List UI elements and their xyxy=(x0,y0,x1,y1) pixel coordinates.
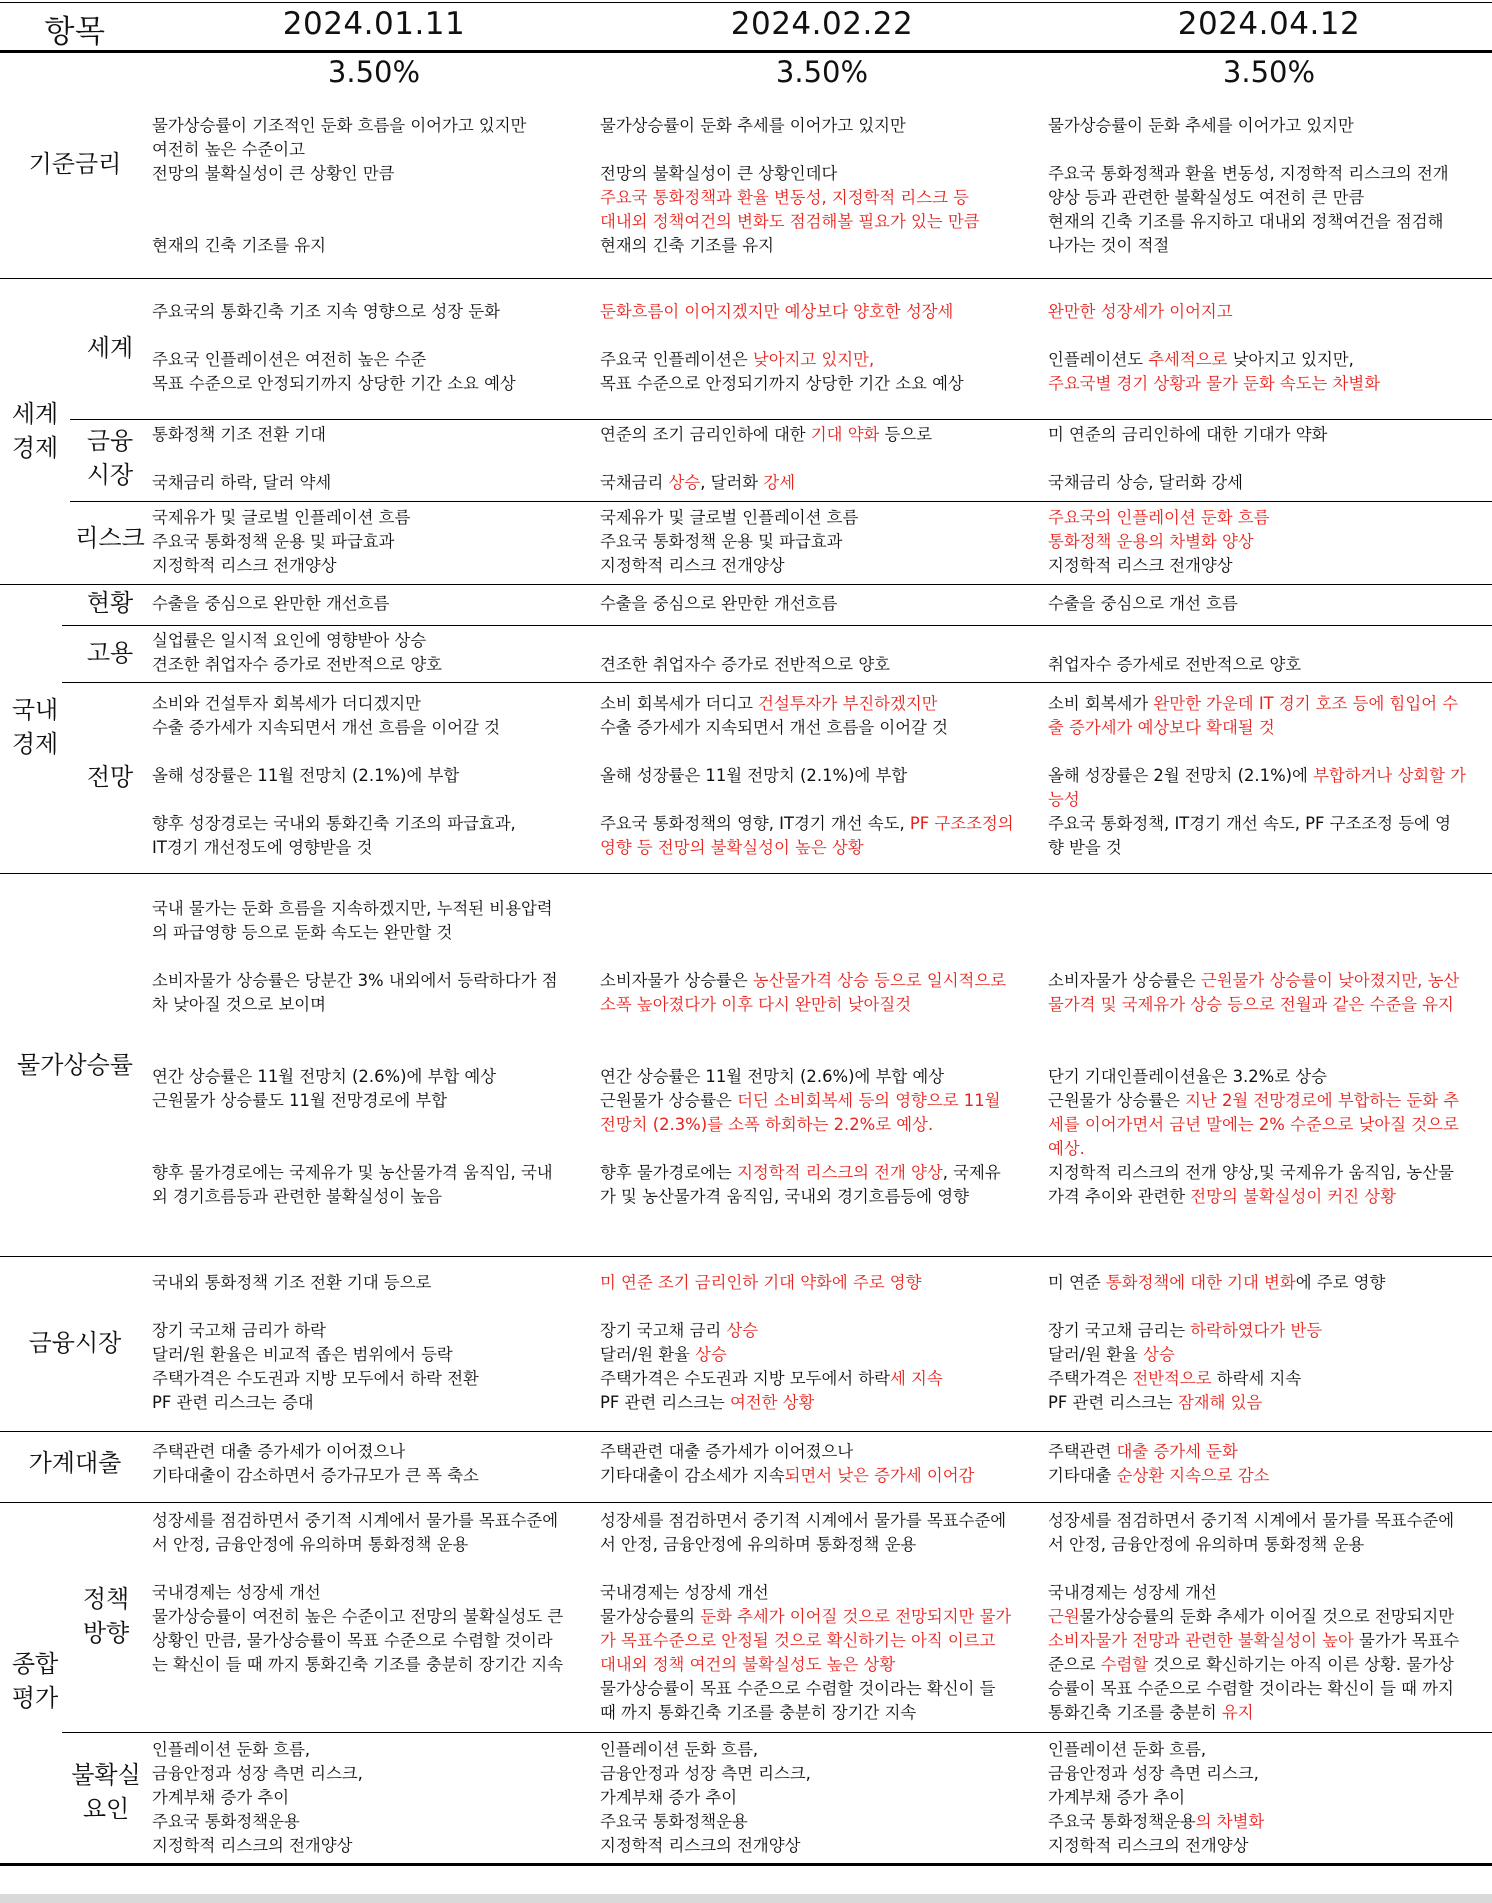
body-text: 국내 물가는 둔화 흐름을 지속하겠지만, 누적된 비용압력 의 파급영향 등으로 둔화 속도는 완만할 것 소비자물가 상승률은 당분간 3% 내외에서 등락하다가 점 차 낮아질 것으로 보이며 연간 상승률은 11월 전망치 (2.6%)에 부합 예상 근원물가 상승률도 11월 전망경로에 부합 향후 물가경로에는 국제유가 및 농산물가격 움직임, 국내 외 경기흐름등과 관련한 불확실성이 높음 xyxy=(152,899,558,1206)
body-text: 주요국 인플레이션은 xyxy=(600,350,748,369)
divider-financial-market xyxy=(0,1431,1492,1432)
domestic-employment-col-3 xyxy=(1048,629,1488,677)
domestic-outlook-col-2 xyxy=(600,692,1040,860)
divider-domestic-employment xyxy=(62,682,1492,683)
highlighted-text: 주요국별 경기 상황과 물가 둔화 속도는 차별화 xyxy=(1048,374,1381,393)
body-text: 수출을 중심으로 개선 흐름 xyxy=(1048,594,1238,613)
domestic-outlook-col-3 xyxy=(1048,692,1488,860)
bottom-border xyxy=(0,1863,1492,1866)
world-risk-col-3 xyxy=(1048,506,1488,578)
body-text: 물가상승률이 둔화 추세를 이어가고 있지만 주요국 통화정책과 환율 변동성, 지정학적 리스크의 전개 양상 등과 관련한 불확실성도 여전히 큰 만큼 현재의 긴축 기조를 유지하고 대내외 정책여건을 점검해 나가는 것이 적절 xyxy=(1048,116,1449,255)
highlighted-text: 미 연준 조기 금리인하 기대 약화에 주로 영향 xyxy=(600,1273,922,1292)
body-text: 물가상승률이 둔화 추세를 이어가고 있지만 전망의 불확실성이 큰 상황인데다 xyxy=(600,116,906,183)
header-item-label: 항목 xyxy=(44,14,106,50)
highlighted-text: 하락하였다가 반등 xyxy=(1190,1321,1323,1340)
highlighted-text: 부합하거나 상회할 가 능성 xyxy=(1048,766,1466,809)
section-label-world-economy: 세계 경제 xyxy=(11,400,59,462)
domestic-outlook-col-1 xyxy=(152,692,592,860)
sub-label-uncertainty: 불확실 요인 xyxy=(71,1761,141,1823)
body-text: 기타대출 xyxy=(1048,1466,1112,1485)
highlighted-text: 상승 xyxy=(668,473,701,492)
highlighted-text: 되면서 낮은 증가세 이어감 xyxy=(784,1466,975,1485)
policy-direction-col-2 xyxy=(600,1509,1040,1725)
body-text: 지정학적 리스크의 전개양상 xyxy=(1048,1836,1249,1855)
divider-world-finance xyxy=(70,501,1492,502)
body-text: 장기 국고채 금리 xyxy=(600,1321,722,1340)
body-text: 주택관련 xyxy=(1048,1442,1117,1461)
highlighted-text: 주요국의 인플레이션 둔화 흐름 통화정책 운용의 차별화 양상 xyxy=(1048,508,1270,551)
body-text: 향후 물가경로에는 xyxy=(600,1163,732,1182)
body-text: 인플레이션 둔화 흐름, 금융안정과 성장 측면 리스크, 가계부채 증가 추이 주요국 통화정책운용 지정학적 리스크의 전개양상 xyxy=(152,1740,363,1855)
household-loans-col-2 xyxy=(600,1440,1040,1488)
body-text: 통화정책 기조 전환 기대 국채금리 하락, 달러 약세 xyxy=(152,425,332,492)
section-label-financial-market: 금융시장 xyxy=(28,1329,122,1357)
domestic-status-col-2 xyxy=(600,592,1040,616)
domestic-status-col-1 xyxy=(152,592,592,616)
body-text: 목표 수준으로 안정되기까지 상당한 기간 소요 예상 xyxy=(600,374,964,393)
inflation-col-3 xyxy=(1048,897,1488,1209)
body-text: 수출을 중심으로 완만한 개선흐름 xyxy=(600,594,838,613)
body-text: 주택가격은 xyxy=(1048,1369,1128,1388)
highlighted-text: 지난 2월 전망경로에 부합하는 둔화 추 세를 이어가면서 금년 말에는 2% 수준으로 낮아질 것으로 예상. xyxy=(1048,1091,1460,1158)
highlighted-text: PF 구조조정의 영향 등 전망의 불확실성이 높은 상황 xyxy=(600,814,1014,857)
financial-market-col-3 xyxy=(1048,1271,1488,1415)
divider-world-economy xyxy=(0,584,1492,585)
divider-world xyxy=(70,419,1492,420)
highlighted-text: 둔화흐름이 이어지겠지만 예상보다 양호한 성장세 xyxy=(600,302,954,321)
highlighted-text: 근원 xyxy=(1048,1607,1080,1626)
body-text: 국제유가 및 글로벌 인플레이션 흐름 주요국 통화정책 운용 및 파급효과 지정학적 리스크 전개양상 xyxy=(152,508,411,575)
body-text: , 국제유 가 및 농산물가격 움직임, 국내외 경기흐름등에 영향 xyxy=(600,1163,1001,1206)
inflation-col-1 xyxy=(152,897,592,1209)
household-loans-col-3 xyxy=(1048,1440,1488,1488)
page-footer-bar xyxy=(0,1894,1492,1903)
highlighted-text: 대출 증가세 둔화 xyxy=(1116,1442,1238,1461)
world-col-1 xyxy=(152,300,592,396)
world-finance-col-1 xyxy=(152,423,592,495)
body-text: 주요국의 통화긴축 기조 지속 영향으로 성장 둔화 주요국 인플레이션은 여전히 높은 수준 목표 수준으로 안정되기까지 상당한 기간 소요 예상 xyxy=(152,302,516,393)
body-text: 미 연준 xyxy=(1048,1273,1106,1292)
highlighted-text: 상승 xyxy=(695,1345,727,1364)
divider-base-rate xyxy=(0,278,1492,279)
household-loans-col-1 xyxy=(152,1440,592,1488)
base-rate-col-3 xyxy=(1048,114,1488,258)
body-text: 하락세 지속 PF 관련 리스크는 xyxy=(1048,1369,1302,1412)
divider-household-loans xyxy=(0,1502,1492,1503)
body-text: 주택관련 대출 증가세가 이어졌으나 기타대출이 감소하면서 증가규모가 큰 폭 축소 xyxy=(152,1442,479,1485)
sub-label-outlook: 전망 xyxy=(86,763,134,791)
highlighted-text: 추세적으로 xyxy=(1148,350,1228,369)
body-text: 연준의 조기 금리인하에 대한 xyxy=(600,425,811,444)
uncertainty-col-1 xyxy=(152,1738,592,1858)
body-text: 소비 회복세가 더디고 xyxy=(600,694,759,713)
sub-label-policy-direction: 정책 방향 xyxy=(82,1585,130,1647)
body-text: 수출 증가세가 지속되면서 개선 흐름을 이어갈 것 올해 성장률은 11월 전망치 (2.1%)에 부합 주요국 통화정책의 영향, IT경기 개선 속도, xyxy=(600,718,948,833)
section-label-overall: 종합 평가 xyxy=(11,1650,59,1712)
body-text: 지정학적 리스크 전개양상 xyxy=(1048,556,1233,575)
body-text: 연간 상승률은 11월 전망치 (2.6%)에 부합 예상 근원물가 상승률은 xyxy=(600,1067,945,1110)
world-col-3 xyxy=(1048,300,1488,396)
highlighted-text: 여전한 상황 xyxy=(729,1393,815,1412)
world-col-2 xyxy=(600,300,1040,396)
top-border xyxy=(0,2,1492,3)
highlighted-text: 기대 약화 xyxy=(810,425,880,444)
base-rate-value-2: 3.50% xyxy=(775,55,869,89)
divider-domestic-status xyxy=(62,625,1492,626)
highlighted-text: 완만한 가운데 IT 경기 호조 등에 힘입어 수 출 증가세가 예상보다 확대될 것 xyxy=(1048,694,1459,737)
body-text: 성장세를 점검하면서 중기적 시계에서 물가를 목표수준에 서 안정, 금융안정에 유의하며 통화정책 운용 국내경제는 성장세 개선 물가상승률의 xyxy=(600,1511,1007,1626)
body-text: 것으로 확신하기는 아직 이른 상황. 물가상 승률이 목표 수준으로 수렴할 것이라는 확신이 들 때 까지 통화긴축 기조를 충분히 xyxy=(1048,1655,1454,1722)
body-text: 달러/원 환율 xyxy=(600,1345,690,1364)
body-text: 에 주로 영향 장기 국고채 금리는 xyxy=(1048,1273,1386,1340)
section-label-domestic-economy: 국내 경제 xyxy=(11,696,59,758)
highlighted-text: 강세 xyxy=(763,473,796,492)
highlighted-text: 소비자물가 전망과 관련한 불확실성이 높아 xyxy=(1048,1631,1354,1650)
body-text: 현재의 긴축 기조를 유지 xyxy=(600,236,774,255)
body-text: 소비 회복세가 xyxy=(1048,694,1154,713)
section-label-base-rate: 기준금리 xyxy=(28,150,122,178)
body-text: 견조한 취업자수 증가로 전반적으로 양호 xyxy=(600,655,891,674)
body-text: 물가상승률의 둔화 추세가 이어질 것으로 전망되지만 xyxy=(1079,1607,1455,1626)
body-text: 올해 성장률은 2월 전망치 (2.1%)에 xyxy=(1048,766,1308,785)
body-text: 인플레이션 둔화 흐름, 금융안정과 성장 측면 리스크, 가계부채 증가 추이 주요국 통화정책운용 지정학적 리스크의 전개양상 xyxy=(600,1740,811,1855)
header-date-1: 2024.01.11 xyxy=(282,6,466,42)
world-risk-col-2 xyxy=(600,506,1040,578)
financial-market-col-1 xyxy=(152,1271,592,1415)
domestic-employment-col-1 xyxy=(152,629,592,677)
inflation-col-2 xyxy=(600,897,1040,1209)
body-text: 성장세를 점검하면서 중기적 시계에서 물가를 목표수준에 서 안정, 금융안정에 유의하며 통화정책 운용 국내경제는 성장세 개선 xyxy=(1048,1511,1455,1602)
body-text: 소비자물가 상승률은 xyxy=(600,971,748,990)
domestic-status-col-3 xyxy=(1048,592,1488,616)
highlighted-text: 세 지속 xyxy=(890,1369,943,1388)
body-text: 주택가격은 수도권과 지방 모두에서 하락 xyxy=(600,1369,891,1388)
body-text: 인플레이션도 xyxy=(1048,350,1143,369)
body-text: 인플레이션 둔화 흐름, 금융안정과 성장 측면 리스크, 가계부채 증가 추이 주요국 통화정책운용 xyxy=(1048,1740,1259,1831)
highlighted-text: 주요국 통화정책과 환율 변동성, 지정학적 리스크 등 대내외 정책여건의 변화도 점검해볼 필요가 있는 만큼 xyxy=(600,188,980,231)
highlighted-text: 농산물가격 상승 등으로 일시적으로 소폭 높아졌다가 이후 다시 완만히 낮아질것 xyxy=(600,971,1007,1014)
highlighted-text: 잠재해 있음 xyxy=(1177,1393,1263,1412)
body-text: 달러/원 환율 xyxy=(1048,1345,1138,1364)
body-text: 주택관련 대출 증가세가 이어졌으나 기타대출이 감소세가 지속 xyxy=(600,1442,854,1485)
body-text: 국내외 통화정책 기조 전환 기대 등으로 장기 국고채 금리가 하락 달러/원 환율은 비교적 좁은 범위에서 등락 주택가격은 수도권과 지방 모두에서 하락 전환 PF 관련 리스크는 증대 xyxy=(152,1273,479,1412)
policy-direction-col-1 xyxy=(152,1509,592,1677)
body-text: 등으로 국채금리 xyxy=(600,425,933,492)
highlighted-text: 전반적으로 xyxy=(1132,1369,1212,1388)
body-text: 수출을 중심으로 완만한 개선흐름 xyxy=(152,594,390,613)
body-text: 소비자물가 상승률은 xyxy=(1048,971,1196,990)
body-text: 취업자수 증가세로 전반적으로 양호 xyxy=(1048,655,1302,674)
highlighted-text: 지정학적 리스크의 전개 양상 xyxy=(737,1163,943,1182)
header-date-3: 2024.04.12 xyxy=(1177,6,1361,42)
body-text: PF 관련 리스크는 xyxy=(600,1393,725,1412)
sub-label-financial-market-world: 금융 시장 xyxy=(86,427,134,489)
body-text: 국제유가 및 글로벌 인플레이션 흐름 주요국 통화정책 운용 및 파급효과 지정학적 리스크 전개양상 xyxy=(600,508,859,575)
financial-market-col-2 xyxy=(600,1271,1040,1415)
highlighted-text: 수렴할 xyxy=(1100,1655,1149,1674)
world-finance-col-3 xyxy=(1048,423,1488,495)
highlighted-text: 전망의 불확실성이 커진 상황 xyxy=(1190,1187,1396,1206)
body-text: 미 연준의 금리인하에 대한 기대가 약화 국채금리 상승, 달러화 강세 xyxy=(1048,425,1328,492)
world-finance-col-2 xyxy=(600,423,1040,495)
policy-direction-col-3 xyxy=(1048,1509,1488,1725)
body-text: 단기 기대인플레이션율은 3.2%로 상승 근원물가 상승률은 xyxy=(1048,1067,1327,1110)
body-text: 물가가 목표수 준으로 xyxy=(1048,1631,1460,1674)
sub-label-risk: 리스크 xyxy=(75,524,145,552)
divider-domestic-economy xyxy=(0,873,1492,874)
header-divider xyxy=(0,50,1492,53)
sub-label-employment: 고용 xyxy=(86,639,134,667)
sub-label-status: 현황 xyxy=(86,589,134,617)
highlighted-text: 낮아지고 있지만, xyxy=(752,350,875,369)
highlighted-text: 의 차별화 xyxy=(1195,1812,1265,1831)
body-text: , 달러화 xyxy=(700,473,764,492)
highlighted-text: 상승 xyxy=(726,1321,759,1340)
divider-inflation xyxy=(0,1256,1492,1257)
highlighted-text: 순상환 지속으로 감소 xyxy=(1116,1466,1270,1485)
base-rate-col-1 xyxy=(152,114,592,258)
uncertainty-col-2 xyxy=(600,1738,1040,1858)
highlighted-text: 완만한 성장세가 이어지고 xyxy=(1048,302,1233,321)
body-text: 실업률은 일시적 요인에 영향받아 상승 견조한 취업자수 증가로 전반적으로 양호 xyxy=(152,631,443,674)
highlighted-text: 통화정책에 대한 기대 변화 xyxy=(1105,1273,1296,1292)
section-label-inflation: 물가상승률 xyxy=(17,1051,133,1079)
highlighted-text: 근원물가 상승률이 낮아졌지만, 농산 물가격 및 국제유가 상승 등으로 전월과 같은 수준을 유지 xyxy=(1048,971,1460,1014)
body-text: 낮아지고 있지만, xyxy=(1232,350,1354,369)
base-rate-col-2 xyxy=(600,114,1040,258)
section-label-household-loans: 가계대출 xyxy=(28,1449,122,1477)
highlighted-text: 유지 xyxy=(1221,1703,1254,1722)
highlighted-text: 더딘 소비회복세 등의 영향으로 11월 전망치 (2.3%)를 소폭 하회하는 2.2%로 예상. xyxy=(600,1091,1001,1134)
body-text: 주요국 통화정책, IT경기 개선 속도, PF 구조조정 등에 영 향 받을 것 xyxy=(1048,814,1451,857)
body-text: 물가상승률이 기조적인 둔화 흐름을 이어가고 있지만 여전히 높은 수준이고 전망의 불확실성이 큰 상황인 만큼 현재의 긴축 기조를 유지 xyxy=(152,116,527,255)
body-text: 물가상승률이 목표 수준으로 수렴할 것이라는 확신이 들 때 까지 통화긴축 기조를 충분히 장기간 지속 xyxy=(600,1679,996,1722)
header-date-2: 2024.02.22 xyxy=(730,6,914,42)
body-text: 성장세를 점검하면서 중기적 시계에서 물가를 목표수준에 서 안정, 금융안정에 유의하며 통화정책 운용 국내경제는 성장세 개선 물가상승률이 여전히 높은 수준이고 전망의 불확실성도 큰 상황인 만큼, 물가상승률이 목표 수준으로 수렴할 것이라 는 확신이 들 때 까지 통화긴축 기조를 충분히 장기간 지속 xyxy=(152,1511,564,1674)
base-rate-value-1: 3.50% xyxy=(327,55,421,89)
uncertainty-col-3 xyxy=(1048,1738,1488,1858)
divider-policy-direction xyxy=(62,1732,1492,1733)
sub-label-world: 세계 xyxy=(86,334,134,362)
highlighted-text: 둔화 추세가 이어질 것으로 전망되지만 물가 가 목표수준으로 안정될 것으로 확신하기는 아직 이르고 대내외 정책 여건의 불확실성도 높은 상황 xyxy=(600,1607,1012,1674)
world-risk-col-1 xyxy=(152,506,592,578)
base-rate-value-3: 3.50% xyxy=(1222,55,1316,89)
domestic-employment-col-2 xyxy=(600,629,1040,677)
body-text: 지정학적 리스크의 전개 양상,및 국제유가 움직임, 농산물 가격 추이와 관련한 xyxy=(1048,1163,1454,1206)
body-text: 소비와 건설투자 회복세가 더디겠지만 수출 증가세가 지속되면서 개선 흐름을 이어갈 것 올해 성장률은 11월 전망치 (2.1%)에 부합 향후 성장경로는 국내외 통화긴축 기조의 파급효과, IT경기 개선정도에 영향받을 것 xyxy=(152,694,516,857)
highlighted-text: 상승 xyxy=(1143,1345,1175,1364)
highlighted-text: 건설투자가 부진하겠지만 xyxy=(758,694,938,713)
